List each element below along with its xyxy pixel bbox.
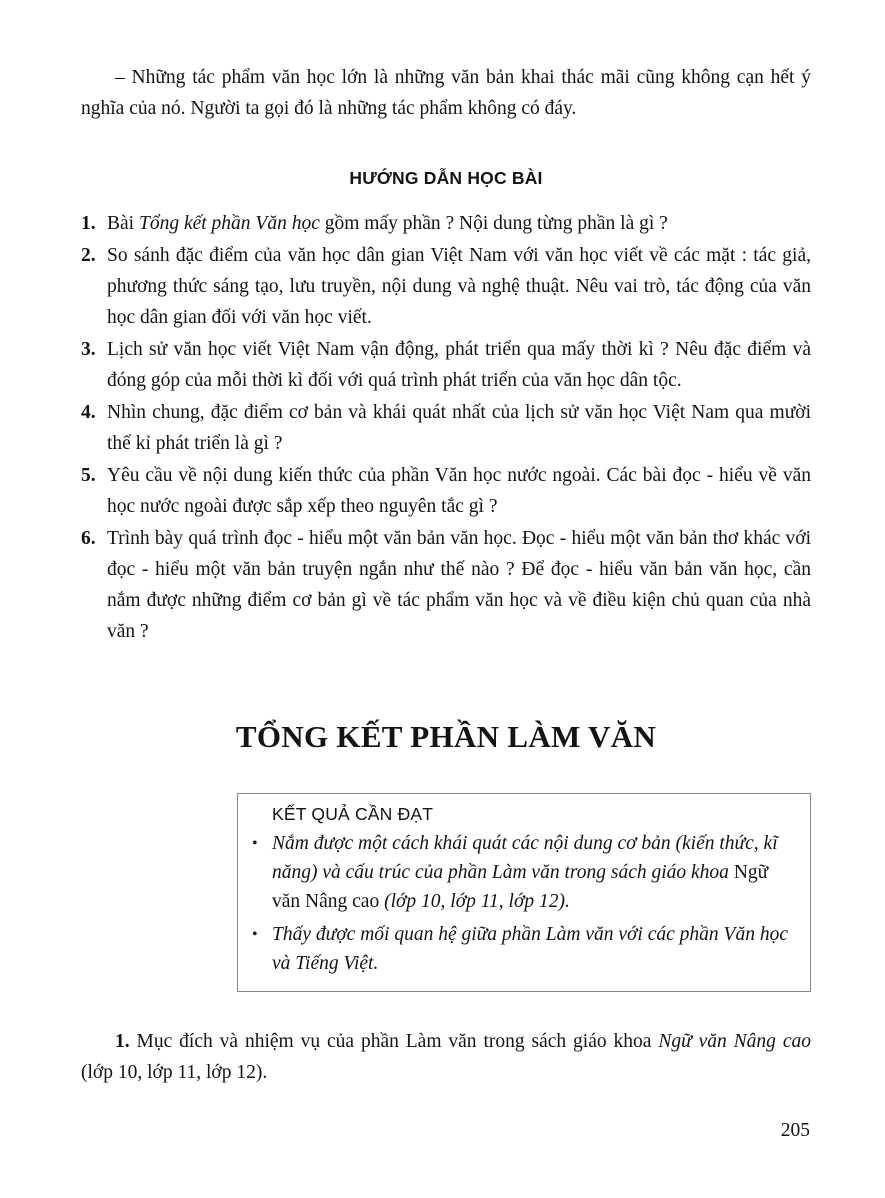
question-number: 2. (81, 245, 96, 266)
question-item (81, 240, 811, 333)
question-item (81, 208, 811, 239)
study-questions-list (81, 208, 811, 647)
question-number: 4. (81, 402, 96, 423)
question-item (81, 523, 811, 647)
question-text: So sánh đặc điểm của văn học dân gian Việt Nam với văn học viết về các mặt : tác giả, phương thức sáng tạo, lưu truyền, nội dung và nghệ thuật. Nêu vai trò, tác động của văn học dân gian đối với văn học viết. (107, 245, 811, 328)
bullet-icon (252, 829, 258, 858)
goal-item (252, 829, 796, 916)
question-italic-title: Tổng kết phần Văn học (138, 213, 320, 234)
study-guide-heading: HƯỚNG DẪN HỌC BÀI (349, 168, 543, 188)
question-text: Trình bày quá trình đọc - hiểu một văn bản văn học. Đọc - hiểu một văn bản thơ khác với đọc - hiểu một văn bản truyện ngắn như thế nào ? Để đọc - hiểu văn bản văn học, cần nắm được những điểm cơ bản gì về tác phẩm văn học và về điều kiện chủ quan của nhà văn ? (107, 528, 811, 642)
section-book-name: Ngữ văn Nâng cao (658, 1031, 811, 1052)
learning-goals-box (237, 793, 811, 992)
question-item (81, 460, 811, 522)
question-item (81, 334, 811, 396)
goal-text: Nắm được một cách khái quát các nội dung cơ bản (kiến thức, kĩ năng) và cấu trúc của phần Làm văn trong sách giáo khoa (272, 833, 778, 883)
question-number: 5. (81, 465, 96, 486)
learning-goals-title: KẾT QUẢ CẦN ĐẠT (272, 804, 434, 824)
question-text-end: gồm mấy phần ? Nội dung từng phần là gì ? (319, 213, 668, 234)
goal-book-name: Ngữ văn Nâng cao (272, 862, 769, 912)
section-1-paragraph (81, 1026, 811, 1088)
question-number: 6. (81, 528, 96, 549)
lesson-title: TỔNG KẾT PHẦN LÀM VĂN (235, 719, 657, 754)
question-number: 3. (81, 339, 96, 360)
question-text: Yêu cầu về nội dung kiến thức của phần Văn học nước ngoài. Các bài đọc - hiểu về văn học nước ngoài được sắp xếp theo nguyên tắc gì ? (107, 465, 811, 517)
page-number: 205 (780, 1120, 810, 1141)
textbook-page (81, 62, 811, 1088)
section-text: Mục đích và nhiệm vụ của phần Làm văn trong sách giáo khoa (129, 1031, 659, 1052)
question-number: 1. (81, 213, 96, 234)
learning-goals-list (252, 829, 796, 978)
section-number: 1. (115, 1031, 130, 1052)
question-text: Nhìn chung, đặc điểm cơ bản và khái quát nhất của lịch sử văn học Việt Nam qua mười thế kỉ phát triển là gì ? (107, 402, 811, 454)
question-text: Lịch sử văn học viết Việt Nam vận động, phát triển qua mấy thời kì ? Nêu đặc điểm và đóng góp của mỗi thời kì đối với quá trình phát triển của văn học dân tộc. (107, 339, 811, 391)
question-text: Bài (107, 213, 139, 234)
goal-item (252, 920, 796, 978)
question-item (81, 397, 811, 459)
intro-paragraph: – Những tác phẩm văn học lớn là những văn bản khai thác mãi cũng không cạn hết ý nghĩa của nó. Người ta gọi đó là những tác phẩm không có đáy. (81, 67, 811, 119)
goal-text: Thấy được mối quan hệ giữa phần Làm văn với các phần Văn học và Tiếng Việt. (272, 924, 788, 974)
bullet-icon (252, 920, 258, 949)
section-text-end: (lớp 10, lớp 11, lớp 12). (81, 1062, 268, 1083)
goal-text-end: (lớp 10, lớp 11, lớp 12). (379, 891, 570, 912)
